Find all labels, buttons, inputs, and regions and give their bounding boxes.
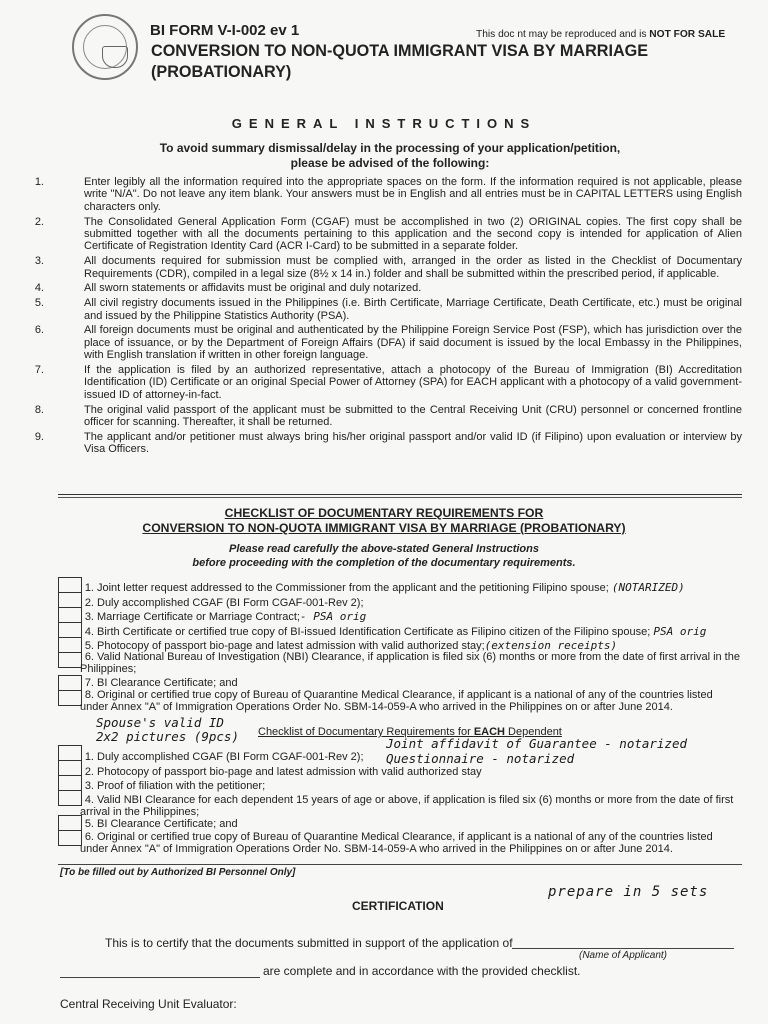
checklist-item: 3. Marriage Certificate or Marriage Contract;- PSA orig xyxy=(84,610,367,623)
checklist-note: Please read carefully the above-stated General Instructions before proceeding with the completion of the documentary requirements. xyxy=(192,543,576,569)
instruction-item: 9. The applicant and/or petitioner must always bring his/her original passport and/or valid ID (if Filipino) upon evaluation or interview by Visa Officers. xyxy=(34,430,742,456)
checkbox-dependent-5[interactable] xyxy=(58,815,82,831)
general-instructions-subheading: To avoid summary dismissal/delay in the processing of your application/petition, please be advised of the following: xyxy=(159,141,621,170)
instruction-item: 2. The Consolidated General Application Form (CGAF) must be accomplished in two (2) ORIGINAL copies. The first copy shall be submitted together with all the documents pertaining to this application and the second copy is intended for application of Alien Certificate of Registration Identity Card (ACR I-Card) to be submitted in a separate folder. xyxy=(34,215,742,253)
handwritten-note: PSA orig xyxy=(653,625,707,638)
checkbox-dependent-2[interactable] xyxy=(58,760,82,776)
checkbox-item-2[interactable] xyxy=(58,592,82,608)
form-title-line2: (PROBATIONARY) xyxy=(151,63,292,81)
dependent-item: 5. BI Clearance Certificate; and xyxy=(84,818,238,830)
disclaimer: This doc nt may be reproduced and is NOT FOR SALE xyxy=(476,29,726,40)
form-title xyxy=(151,41,711,83)
checkbox-item-1[interactable] xyxy=(58,577,82,593)
general-instructions-heading: GENERAL INSTRUCTIONS xyxy=(231,116,537,131)
instruction-item: 1. Enter legibly all the information required into the appropriate spaces on the form. If the information required is not applicable, please write "N/A". Do not leave any item blank. Your answers must be in English and all entries must be in CAPITAL LETTERS using English characters only. xyxy=(34,176,742,213)
checkbox-item-8[interactable] xyxy=(58,690,82,706)
handwritten-spouse-id: Spouse's valid ID xyxy=(96,715,224,730)
instruction-item: 8. The original valid passport of the applicant must be submitted to the Central Receiving Unit (CRU) personnel or concerned frontline officer for scanning. Thereafter, it shall be returned. xyxy=(34,403,742,429)
checkbox-dependent-4[interactable] xyxy=(58,790,82,806)
dependent-item: 1. Duly accomplished CGAF (BI Form CGAF-001-Rev 2); xyxy=(84,751,364,763)
bureau-seal-logo xyxy=(72,14,138,80)
form-number: BI FORM V-I-002 ev 1 xyxy=(150,22,300,39)
checkbox-item-4[interactable] xyxy=(58,622,82,638)
certification-text: This is to certify that the documents submitted in support of the application of xyxy=(105,936,513,950)
certification-title: CERTIFICATION xyxy=(352,899,444,913)
applicant-name-caption: (Name of Applicant) xyxy=(579,950,667,961)
handwritten-affidavit: Joint affidavit of Guarantee - notarized xyxy=(386,736,688,751)
checkbox-item-7[interactable] xyxy=(58,675,82,691)
checkbox-item-5[interactable] xyxy=(58,637,82,653)
applicant-name-field[interactable] xyxy=(512,948,734,949)
certification-divider xyxy=(58,864,742,865)
handwritten-note: (extension receipts) xyxy=(484,639,618,652)
checklist-item: 8. Original or certified true copy of Bureau of Quarantine Medical Clearance, if applicant is a national of any of the countries listed under Annex "A" of Immigration Operations Order No. SBM-14-059-A who arrived in the Philippines on or after June 2014. xyxy=(80,689,713,714)
evaluator-signature-field[interactable] xyxy=(60,977,260,978)
certification-text-2: are complete and in accordance with the provided checklist. xyxy=(263,964,581,978)
checklist-item: 1. Joint letter request addressed to the Commissioner from the applicant and the petitioning Filipino spouse; (NOTARIZED) xyxy=(84,581,685,594)
checkbox-dependent-6[interactable] xyxy=(58,830,82,846)
instruction-item: 3. All documents required for submission must be complied with, arranged in the order as listed in the Checklist of Documentary Requirements (CDR), compiled in a legal size (8½ x 14 in.) folder and shall be submitted within the prescribed period, if applicable. xyxy=(34,255,742,280)
checklist-title: CHECKLIST OF DOCUMENTARY REQUIREMENTS FOR CONVERSION TO NON-QUOTA IMMIGRANT VISA BY MARRIAGE (PROBATIONARY) xyxy=(142,506,626,535)
evaluator-label: Central Receiving Unit Evaluator: xyxy=(60,997,237,1011)
checklist-item: 7. BI Clearance Certificate; and xyxy=(84,677,238,689)
section-divider xyxy=(58,494,742,495)
instruction-item: 4. All sworn statements or affidavits must be original and duly notarized. xyxy=(34,282,422,295)
handwritten-questionnaire: Questionnaire - notarized xyxy=(386,751,575,766)
instruction-item: 7. If the application is filed by an authorized representative, attach a photocopy of the Bureau of Immigration (BI) Accreditation Identification (ID) Certificate or an original Special Power of Attorney (SPA) for EACH applicant with a photocopy of a valid government-issued ID of attorney-in-fact. xyxy=(34,364,742,401)
handwritten-note: - PSA orig xyxy=(299,610,367,623)
checkbox-item-3[interactable] xyxy=(58,607,82,623)
checklist-item: 2. Duly accomplished CGAF (BI Form CGAF-001-Rev 2); xyxy=(84,597,364,609)
dependent-checklist-heading: Checklist of Documentary Requirements for EACH Dependent xyxy=(258,726,562,738)
dependent-item: 2. Photocopy of passport bio-page and latest admission with valid authorized stay xyxy=(84,766,482,778)
dependent-item: 4. Valid NBI Clearance for each dependent 15 years of age or above, if application is filed six (6) months or more from the date of first arrival in the Philippines; xyxy=(80,794,734,819)
checkbox-dependent-1[interactable] xyxy=(58,745,82,761)
checklist-item: 5. Photocopy of passport bio-page and latest admission with valid authorized stay;(extension receipts) xyxy=(84,639,618,652)
instruction-item: 5. All civil registry documents issued in the Philippines (i.e. Birth Certificate, Marriage Certificate, Death Certificate, etc.) must be original and issued by the Philippine Statistics Authority (PSA). xyxy=(34,297,742,322)
dependent-item: 3. Proof of filiation with the petitioner; xyxy=(84,780,266,792)
checklist-item: 6. Valid National Bureau of Investigation (NBI) Clearance, if application is filed six (6) months or more from the date of first arrival in the Philippines; xyxy=(80,651,740,676)
section-divider-thin xyxy=(58,497,742,498)
form-title-line1: CONVERSION TO NON-QUOTA IMMIGRANT VISA BY MARRIAGE xyxy=(151,42,649,60)
instruction-item: 6. All foreign documents must be original and authenticated by the Philippine Foreign Service Post (FSP), which has jurisdiction over the place of issuance, or by the Department of Foreign Affairs (DFA) if said document is issued by the local Embassy in the Philippines, with English translation if written in other foreign language. xyxy=(34,324,742,362)
handwritten-pictures: 2x2 pictures (9pcs) xyxy=(96,729,239,744)
checklist-item: 4. Birth Certificate or certified true copy of BI-issued Identification Certificate as Filipino citizen of the Filipino spouse; PSA orig xyxy=(84,625,707,638)
checkbox-item-6[interactable] xyxy=(58,652,82,668)
instructions-list xyxy=(30,176,742,458)
checkbox-dependent-3[interactable] xyxy=(58,775,82,791)
dependent-item: 6. Original or certified true copy of Bureau of Quarantine Medical Clearance, if applicant is a national of any of the countries listed under Annex "A" of Immigration Operations Order No. SBM-14-059-A who arrived in the Philippines on or after June 2014. xyxy=(80,831,713,856)
personnel-only-note: [To be filled out by Authorized BI Personnel Only] xyxy=(60,867,296,878)
handwritten-prepare-sets: prepare in 5 sets xyxy=(548,884,709,900)
handwritten-note: (NOTARIZED) xyxy=(611,581,685,594)
